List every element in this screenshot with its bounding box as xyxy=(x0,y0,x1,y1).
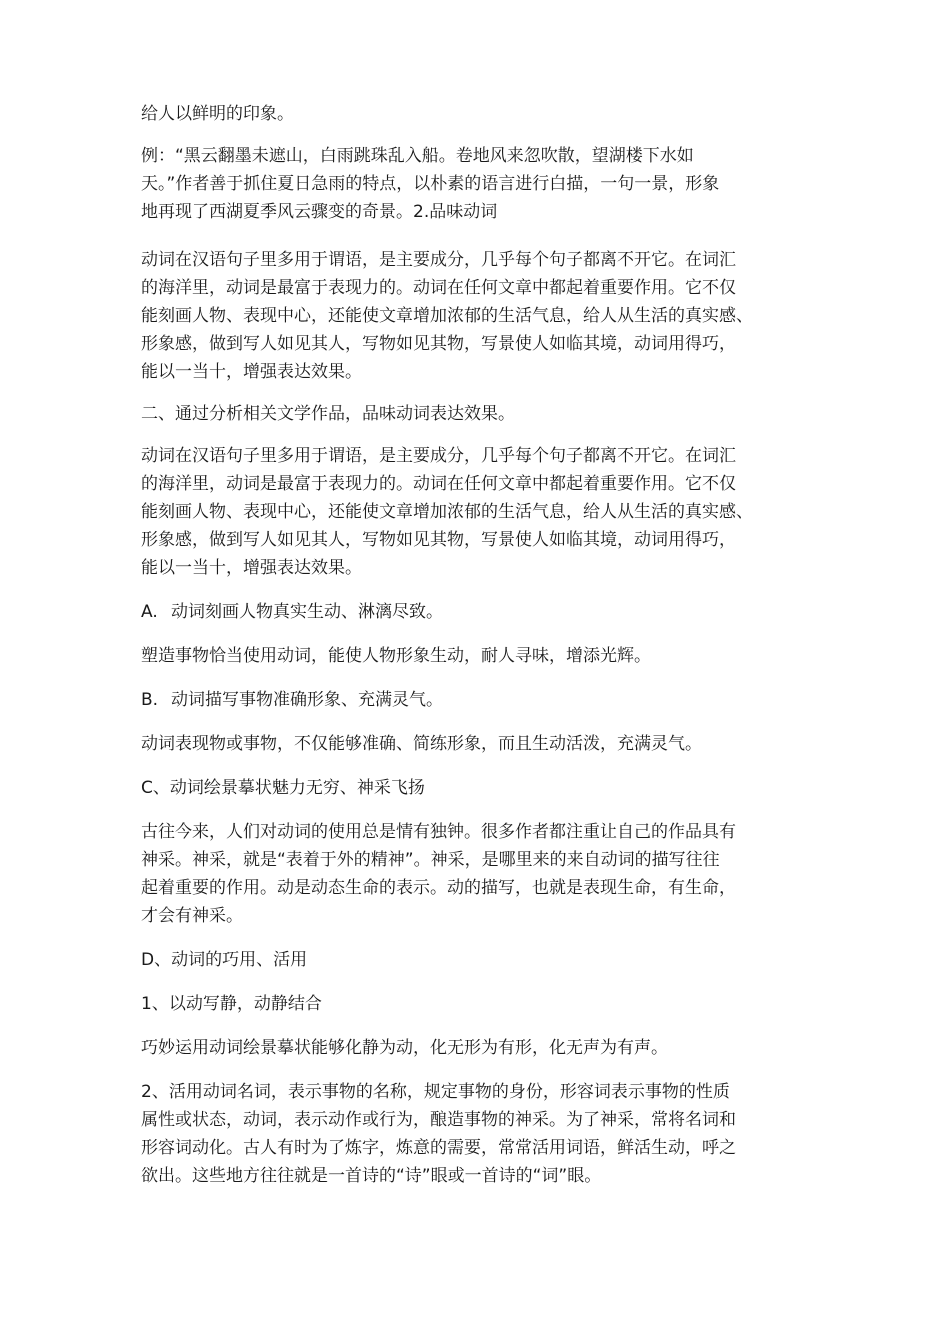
list-item-d xyxy=(141,946,821,974)
text-line: 1、以动写静，动静结合 xyxy=(141,994,322,1014)
sub-item-1 xyxy=(141,990,821,1018)
paragraph-item-a xyxy=(141,642,821,670)
text-line: 2、活用动词名词，表示事物的名称，规定事物的身份，形容词表示事物的性质 xyxy=(141,1082,730,1102)
text-line: 塑造事物恰当使用动词，能使人物形象生动，耐人寻味，增添光辉。 xyxy=(141,646,651,666)
text-line: 二、通过分析相关文学作品，品味动词表达效果。 xyxy=(141,404,515,424)
text-line: 才会有神采。 xyxy=(141,906,243,926)
text-line: 的海洋里，动词是最富于表现力的。动词在任何文章中都起着重要作用。它不仅 xyxy=(141,278,736,298)
text-line: 形象感，做到写人如见其人，写物如见其物，写景使人如临其境，动词用得巧， xyxy=(141,530,736,550)
text-line: 天。”作者善于抓住夏日急雨的特点，以朴素的语言进行白描，一句一景，形象 xyxy=(141,174,720,194)
text-line: 给人以鲜明的印象。 xyxy=(141,104,294,124)
text-line: 动词在汉语句子里多用于谓语，是主要成分，几乎每个句子都离不开它。在词汇 xyxy=(141,250,736,270)
paragraph-verb-intro xyxy=(141,246,821,386)
text-line: 属性或状态，动词，表示动作或行为，酿造事物的神采。为了神采，常将名词和 xyxy=(141,1110,736,1130)
text-line: 巧妙运用动词绘景摹状能够化静为动，化无形为有形，化无声为有声。 xyxy=(141,1038,668,1058)
list-item-text: 动词描写事物准确形象、充满灵气。 xyxy=(171,690,443,710)
text-line: 欲出。这些地方往往就是一首诗的“诗”眼或一首诗的“词”眼。 xyxy=(141,1166,602,1186)
paragraph-sub-item-2 xyxy=(141,1078,821,1190)
list-marker: A. xyxy=(141,602,158,622)
paragraph-verb-intro-repeat xyxy=(141,442,821,582)
text-line: 能以一当十，增强表达效果。 xyxy=(141,558,362,578)
text-line: 古往今来，人们对动词的使用总是情有独钟。很多作者都注重让自己的作品具有 xyxy=(141,822,736,842)
paragraph-impression xyxy=(141,100,821,128)
text-line: 起着重要的作用。动是动态生命的表示。动的描写，也就是表现生命，有生命， xyxy=(141,878,736,898)
text-line: 形象感，做到写人如见其人，写物如见其物，写景使人如临其境，动词用得巧， xyxy=(141,334,736,354)
paragraph-item-b xyxy=(141,730,821,758)
document-page xyxy=(141,100,821,1190)
text-line: 能刻画人物、表现中心，还能使文章增加浓郁的生活气息，给人从生活的真实感、 xyxy=(141,306,753,326)
text-line: C、动词绘景摹状魅力无穷、神采飞扬 xyxy=(141,778,425,798)
text-line: 例：“黑云翻墨未遮山，白雨跳珠乱入船。卷地风来忽吹散，望湖楼下水如 xyxy=(141,146,694,166)
list-marker: B. xyxy=(141,690,159,710)
text-line: 的海洋里，动词是最富于表现力的。动词在任何文章中都起着重要作用。它不仅 xyxy=(141,474,736,494)
text-line: D、动词的巧用、活用 xyxy=(141,950,308,970)
paragraph-sub-item-1 xyxy=(141,1034,821,1062)
list-item-b xyxy=(141,686,821,714)
list-item-c xyxy=(141,774,821,802)
text-line: 形容词动化。古人有时为了炼字，炼意的需要，常常活用词语，鲜活生动，呼之 xyxy=(141,1138,736,1158)
list-item-text: 动词刻画人物真实生动、淋漓尽致。 xyxy=(171,602,443,622)
paragraph-item-c xyxy=(141,818,821,930)
text-line: 能刻画人物、表现中心，还能使文章增加浓郁的生活气息，给人从生活的真实感、 xyxy=(141,502,753,522)
list-item-a xyxy=(141,598,821,626)
text-line: 地再现了西湖夏季风云骤变的奇景。2.品味动词 xyxy=(141,202,498,222)
section-heading-two xyxy=(141,400,821,428)
paragraph-example-poem xyxy=(141,142,821,226)
text-line: 动词表现物或事物，不仅能够准确、简练形象，而且生动活泼，充满灵气。 xyxy=(141,734,702,754)
text-line: 动词在汉语句子里多用于谓语，是主要成分，几乎每个句子都离不开它。在词汇 xyxy=(141,446,736,466)
text-line: 神采。神采，就是“表着于外的精神”。神采，是哪里来的来自动词的描写往往 xyxy=(141,850,720,870)
text-line: 能以一当十，增强表达效果。 xyxy=(141,362,362,382)
